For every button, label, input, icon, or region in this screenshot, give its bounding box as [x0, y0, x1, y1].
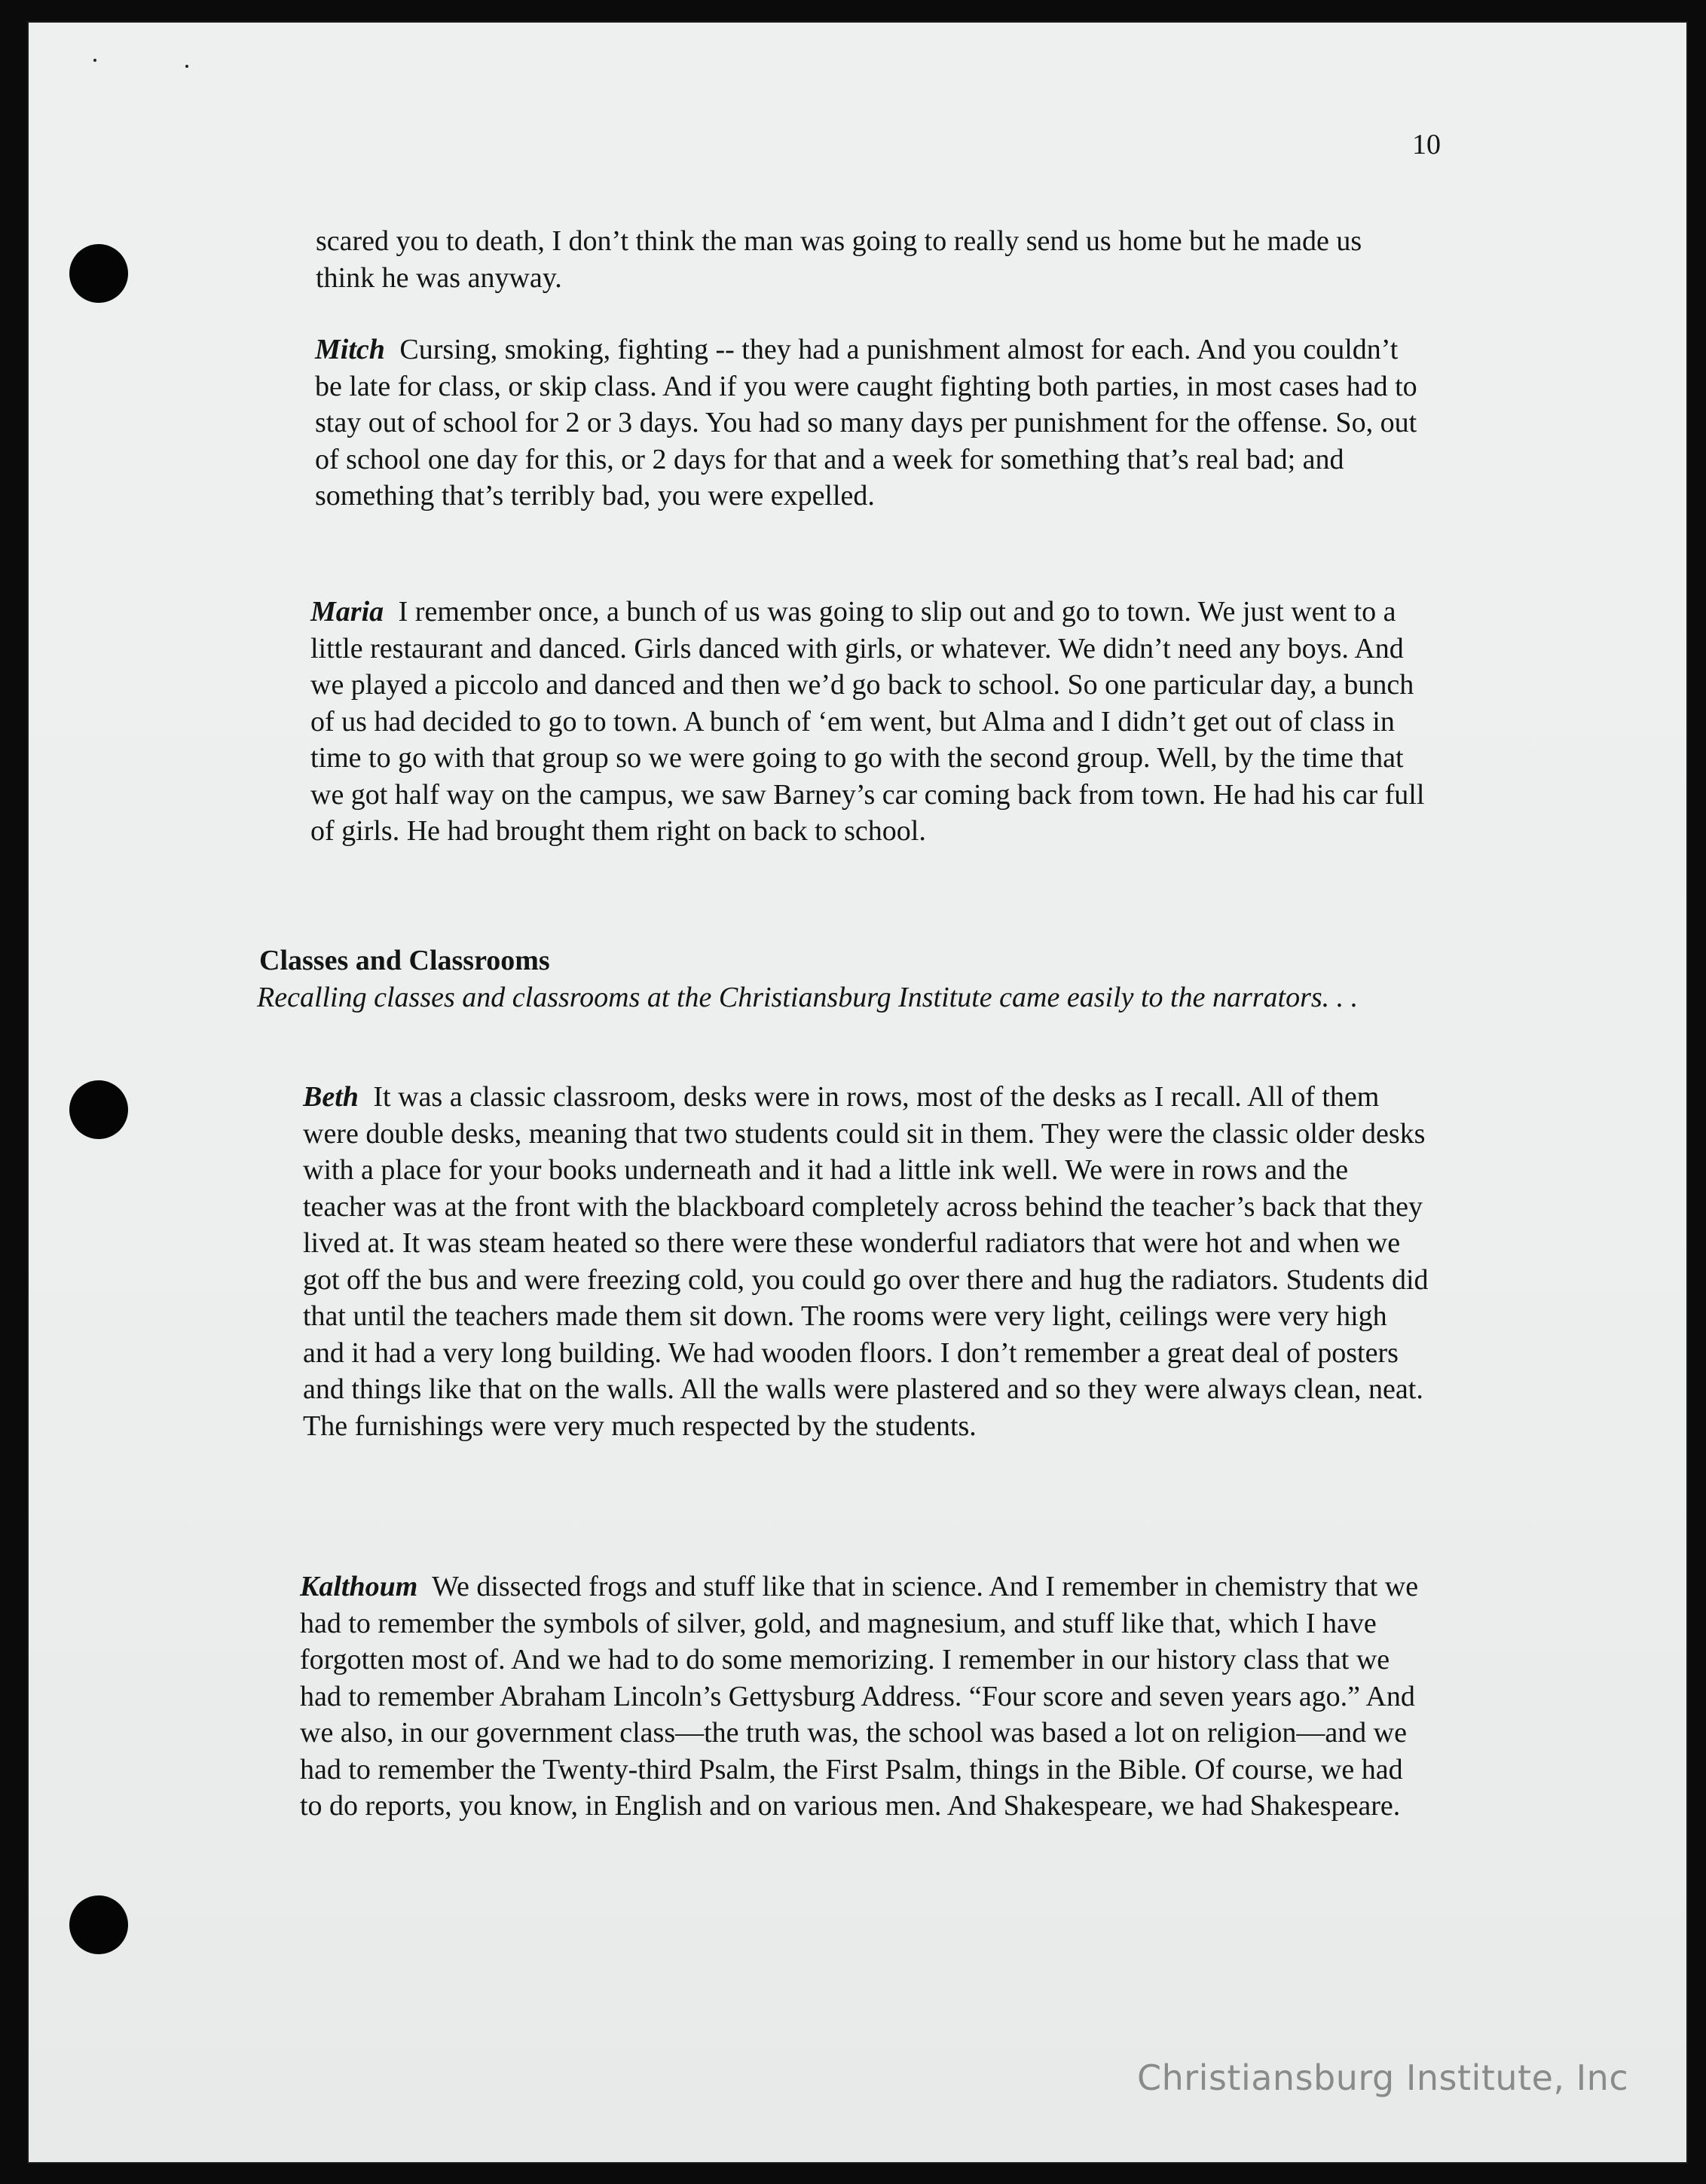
paragraph-text: I remember once, a bunch of us was going to slip out and go to town. We just went to a little restaurant and danced. Girls danced with girls, or whatever. We didn’t need any boys. And we played a piccolo and danced and then we’d go back to school. So one particular day, a bunch of us had decided to go to town. A bunch of ‘em went, but Alma and I didn’t get out of class in time to go with that group so we were going to go with the second group. Well, by the time that we got half way on the campus, we saw Barney’s car coming back from town. He had his car full of girls. He had brought them right on back to school. [310, 596, 1425, 847]
binder-hole-top [69, 244, 128, 303]
paragraph-text: Cursing, smoking, fighting -- they had a punishment almost for each. And you couldn’t be late for class, or skip class. And if you were caught fighting both parties, in most cases had to stay out of school for 2 or 3 days. You had so many days per punishment for the offense. So, out of school one day for this, or 2 days for that and a week for something that’s real bad; and something that’s terribly bad, you were expelled. [315, 334, 1417, 512]
paragraph-text: scared you to death, I don’t think the man was going to really send us home but he made us think he was anyway. [316, 225, 1362, 294]
paragraph-text: It was a classic classroom, desks were in rows, most of the desks as I recall. All of them were double desks, meaning that two students could sit in them. They were the classic older desks with a place for your books underneath and it had a little ink well. We were in rows and the teacher was at the front with the blackboard completely across behind the teacher’s back that they lived at. It was steam heated so there were these wonderful radiators that were hot and when we got off the bus and were freezing cold, you could go over there and hug the radiators. Students did that until the teachers made them sit down. The rooms were very light, ceilings were very high and it had a very long building. We had wooden floors. I don’t remember a great deal of posters and things like that on the walls. All the walls were plastered and so they were always clean, neat. The furnishings were very much respected by the students. [303, 1081, 1429, 1442]
speaker-name: Maria [310, 596, 384, 628]
speaker-name: Kalthoum [300, 1571, 418, 1602]
paragraph-beth [303, 1079, 1433, 1444]
section-heading: Classes and Classrooms [259, 945, 550, 976]
watermark: Christiansburg Institute, Inc [1137, 2057, 1629, 2098]
paragraph-continued [316, 223, 1416, 296]
paper-speck [185, 65, 188, 68]
page-number: 10 [1412, 129, 1441, 160]
paragraph-kalthoum [300, 1569, 1430, 1825]
paragraph-text: We dissected frogs and stuff like that in science. And I remember in chemistry that we had to remember the symbols of silver, gold, and magnesium, and stuff like that, which I have forgotten most of. And we had to do some memorizing. I remember in our history class that we had to remember Abraham Lincoln’s Gettysburg Address. “Four score and seven years ago.” And we also, in our government class—the truth was, the school was based a lot on religion—and we had to remember the Twenty-third Psalm, the First Psalm, things in the Bible. Of course, we had to do reports, you know, in English and on various men. And Shakespeare, we had Shakespeare. [300, 1571, 1419, 1822]
paper-speck [93, 59, 96, 62]
paragraph-maria [310, 594, 1437, 850]
binder-hole-bottom [69, 1895, 128, 1954]
speaker-name: Beth [303, 1081, 359, 1113]
paragraph-mitch [315, 331, 1426, 515]
speaker-name: Mitch [315, 334, 385, 365]
section-intro: Recalling classes and classrooms at the Christiansburg Institute came easily to the narrators. . . [257, 982, 1359, 1013]
document-page [29, 23, 1686, 2162]
binder-hole-middle [69, 1080, 128, 1139]
